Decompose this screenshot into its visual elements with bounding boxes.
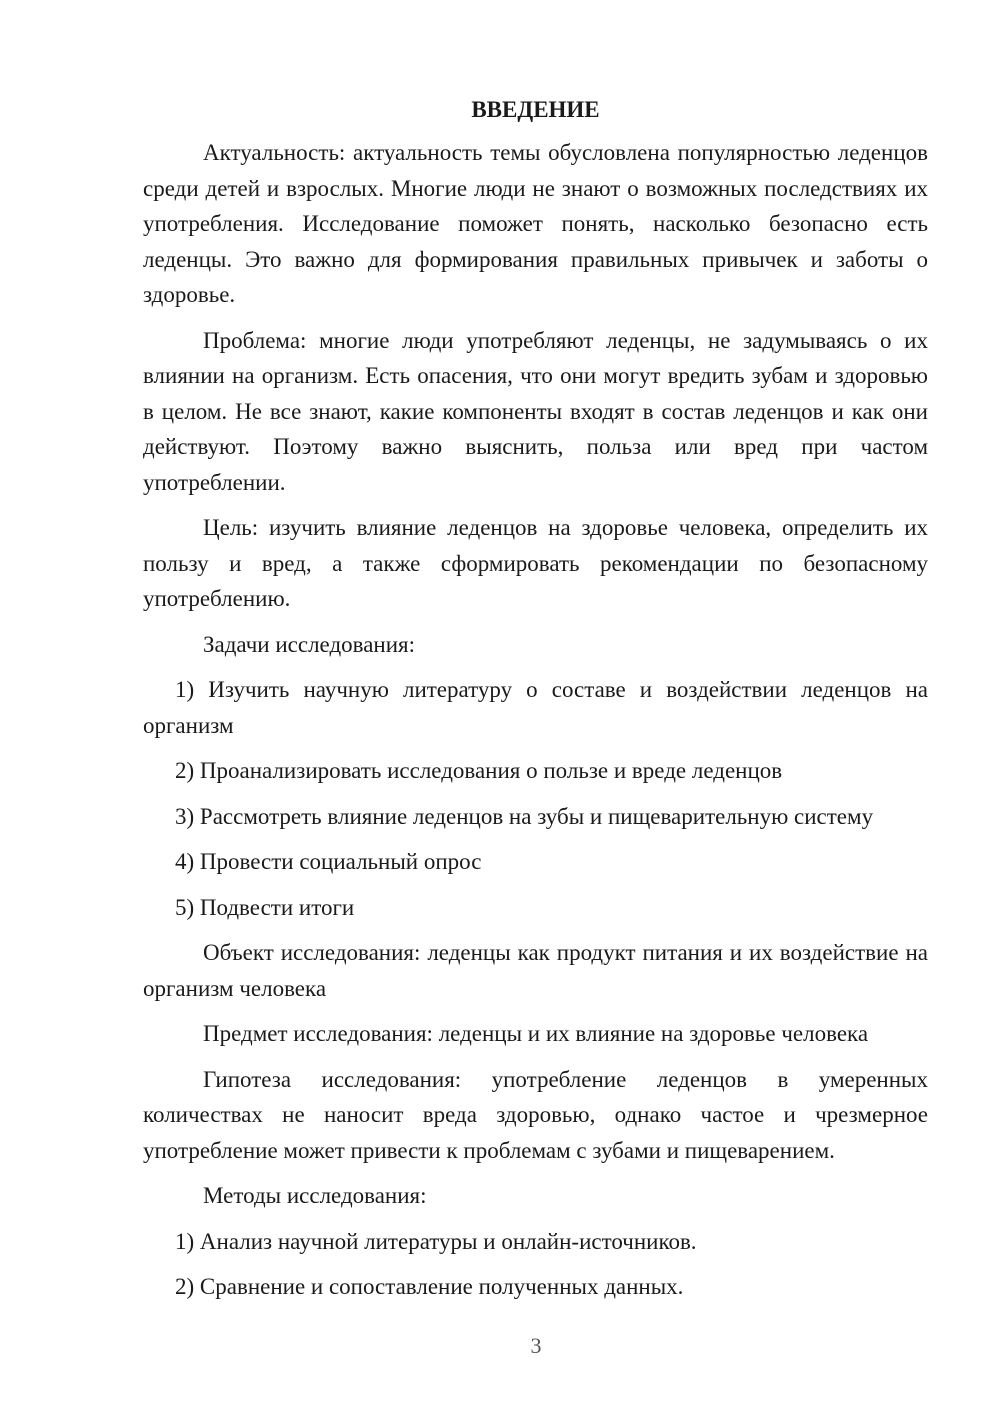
problem-paragraph: Проблема: многие люди употребляют леденцы, не задумываясь о их влиянии на организм. Есть опасения, что они могут вредить зубам и здоровью в целом. Не все знают, какие компоненты входят в состав леденцов и как они действуют. Поэтому важно выяснить, польза или вред при частом употреблении. bbox=[143, 327, 928, 495]
document-page bbox=[143, 92, 928, 1305]
task-item-3: 3) Рассмотреть влияние леденцов на зубы и пищеварительную систему bbox=[175, 803, 874, 829]
task-item-4: 4) Провести социальный опрос bbox=[175, 849, 482, 874]
subject-paragraph: Предмет исследования: леденцы и их влияние на здоровье человека bbox=[203, 1021, 869, 1046]
hypothesis-paragraph: Гипотеза исследования: употребление леденцов в умеренных количествах не наносит вреда здоровью, однако частое и чрезмерное употребление может привести к проблемам с зубами и пищеварением. bbox=[143, 1066, 928, 1163]
task-item-1: 1) Изучить научную литературу о составе и воздействии леденцов на организм bbox=[143, 677, 928, 738]
page-number: 3 bbox=[530, 1333, 542, 1358]
method-item-1: 1) Анализ научной литературы и онлайн-источников. bbox=[175, 1228, 697, 1254]
page-title: ВВЕДЕНИЕ bbox=[471, 97, 600, 122]
method-item-2: 2) Сравнение и сопоставление полученных данных. bbox=[175, 1274, 684, 1299]
goal-paragraph: Цель: изучить влияние леденцов на здоровье человека, определить их пользу и вред, а также сформировать рекомендации по безопасному употреблению. bbox=[143, 515, 928, 611]
task-item-2: 2) Проанализировать исследования о пользе и вреде леденцов bbox=[175, 758, 783, 783]
object-paragraph: Объект исследования: леденцы как продукт питания и их воздействие на организм человека bbox=[143, 940, 928, 1001]
tasks-heading: Задачи исследования: bbox=[203, 631, 416, 657]
relevance-paragraph: Актуальность: актуальность темы обусловлена популярностью леденцов среди детей и взрослых. Многие люди не знают о возможных последствиях их употребления. Исследование поможет понять, насколько безопасно есть леденцы. Это важно для формирования правильных привычек и заботы о здоровье. bbox=[143, 140, 928, 307]
methods-heading: Методы исследования: bbox=[203, 1183, 427, 1208]
task-item-5: 5) Подвести итоги bbox=[175, 894, 355, 920]
